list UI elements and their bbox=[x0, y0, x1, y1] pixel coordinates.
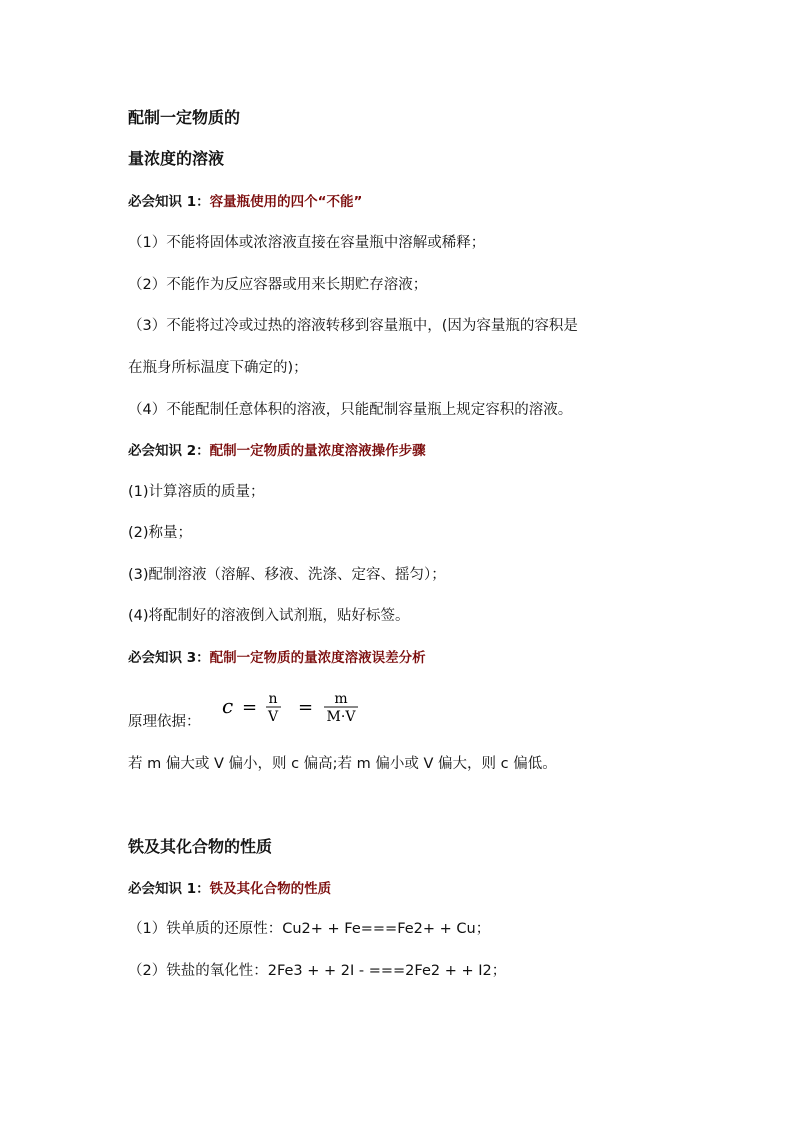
section2-title: 铁及其化合物的性质 bbox=[128, 837, 273, 856]
fraction-2-denominator: M·V bbox=[326, 709, 356, 725]
formula-label: 原理依据： bbox=[128, 714, 201, 730]
formula-lhs: c bbox=[222, 694, 234, 718]
section2-item-1: （1）铁单质的还原性：Cu2+ + Fe===Fe2+ + Cu； bbox=[128, 921, 491, 937]
k2-item-3: (3)配制溶液（溶解、移液、洗涤、定容、摇匀）； bbox=[128, 567, 446, 583]
concentration-formula bbox=[220, 688, 370, 728]
knowledge-1-title: 容量瓶使用的四个“不能” bbox=[209, 194, 363, 210]
section2-knowledge-1-title: 铁及其化合物的性质 bbox=[209, 881, 332, 897]
knowledge-2-prefix: 必会知识 2： bbox=[128, 443, 210, 459]
knowledge-1-prefix: 必会知识 1： bbox=[128, 194, 210, 210]
section2-knowledge-1-heading bbox=[128, 879, 331, 899]
knowledge-2-heading bbox=[128, 441, 426, 461]
knowledge-1-heading bbox=[128, 192, 362, 212]
k1-item-3-continued: 在瓶身所标温度下确定的)； bbox=[128, 360, 308, 376]
fraction-1-denominator: V bbox=[267, 709, 279, 725]
knowledge-2-title: 配制一定物质的量浓度溶液操作步骤 bbox=[209, 443, 426, 459]
knowledge-3-title: 配制一定物质的量浓度溶液误差分析 bbox=[209, 650, 426, 666]
fraction-1-numerator: n bbox=[268, 691, 278, 707]
knowledge-3-prefix: 必会知识 3： bbox=[128, 650, 210, 666]
k2-item-4: (4)将配制好的溶液倒入试剂瓶，贴好标签。 bbox=[128, 608, 410, 624]
section2-item-2: （2）铁盐的氧化性：2Fe3 + + 2I - ===2Fe2 + + I2； bbox=[128, 963, 507, 979]
k1-item-2: （2）不能作为反应容器或用来长期贮存溶液； bbox=[128, 277, 428, 293]
error-analysis-conclusion: 若 m 偏大或 V 偏小，则 c 偏高;若 m 偏小或 V 偏大，则 c 偏低。 bbox=[128, 756, 557, 772]
k2-item-2: (2)称量； bbox=[128, 525, 193, 541]
k1-item-1: （1）不能将固体或浓溶液直接在容量瓶中溶解或稀释； bbox=[128, 235, 486, 251]
formula-equals-1: = bbox=[242, 697, 258, 718]
knowledge-3-heading bbox=[128, 648, 426, 668]
k2-item-1: (1)计算溶质的质量； bbox=[128, 484, 265, 500]
k1-item-3: （3）不能将过冷或过热的溶液转移到容量瓶中，(因为容量瓶的容积是 bbox=[128, 318, 578, 334]
section1-title-line1: 配制一定物质的 bbox=[128, 108, 241, 127]
fraction-2-numerator: m bbox=[334, 691, 348, 707]
section1-title-line2: 量浓度的溶液 bbox=[128, 149, 225, 168]
k1-item-4: （4）不能配制任意体积的溶液，只能配制容量瓶上规定容积的溶液。 bbox=[128, 402, 573, 418]
section2-knowledge-1-prefix: 必会知识 1： bbox=[128, 881, 210, 897]
formula-equals-2: = bbox=[298, 697, 314, 718]
